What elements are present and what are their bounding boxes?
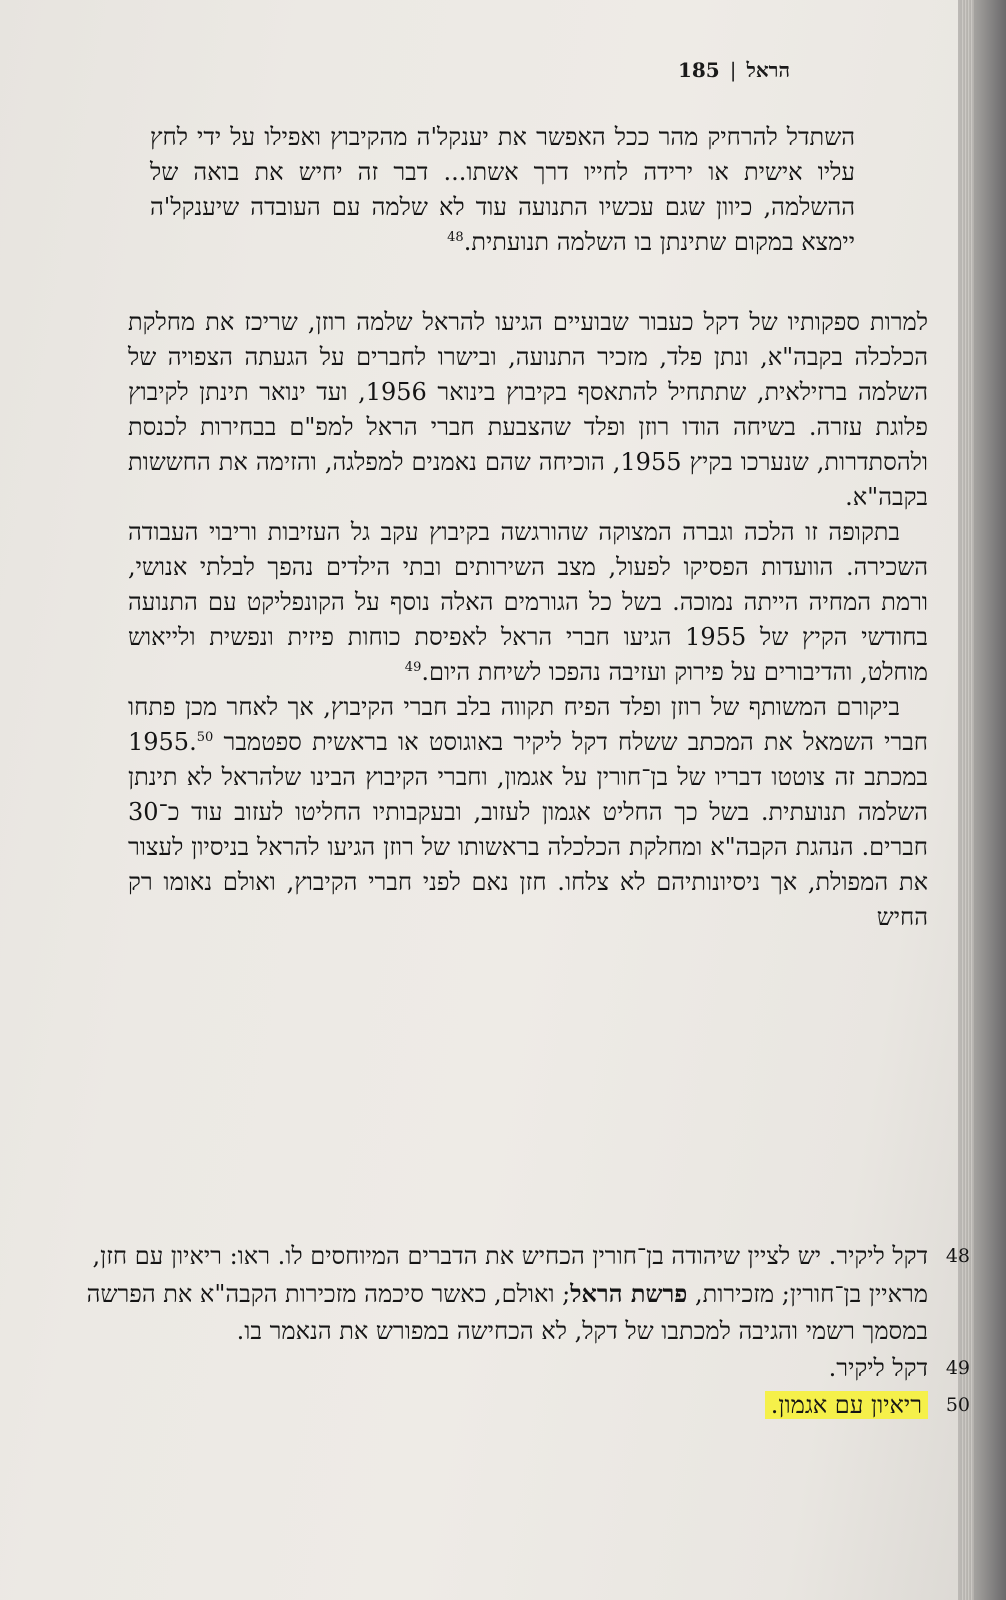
footnote: [70, 1350, 970, 1387]
footnote-number: 48: [945, 1245, 970, 1267]
running-header: [150, 58, 790, 83]
footnote-text: דקל ליקיר. יש לציין שיהודה בן־חורין הכחיש את הדברים המיוחסים לו. ראו: ריאיון עם חזן, מראיין בן־חורין; מזכירות,: [92, 1242, 928, 1308]
quote-paragraph: [150, 120, 855, 260]
highlighted-footnote-text: ריאיון עם אגמון.: [765, 1391, 928, 1419]
footnote-text: דקל ליקיר.: [828, 1354, 928, 1382]
footnotes-section: [70, 1238, 970, 1424]
footnote: [70, 1387, 970, 1424]
paragraph-text: בתקופה זו הלכה וגברה המצוקה שהורגשה בקיבוץ עקב גל העזיבות וריבוי העבודה השכירה. הוועדות הפסיקו לפעול, מצב השירותים ובתי הילדים נהפך לבלתי אנושי, ורמת המחיה הייתה נמוכה. בשל כל הגורמים האלה נוסף על הקונפליקט עם התנועה בחודשי הקיץ של 1955 הגיעו חברי הראל לאפיסת כוחות פיזית ונפשית ולייאוש מוחלט, והדיבורים על פירוק ועזיבה נהפכו לשיחת היום.: [128, 518, 928, 686]
footnote-ref: 48: [447, 230, 464, 245]
body-paragraph: [128, 305, 928, 515]
page-number: 185: [677, 58, 720, 82]
footnote: [70, 1238, 970, 1350]
footnote-number: 50: [945, 1394, 970, 1416]
body-paragraph: [128, 515, 928, 690]
paragraph-text: למרות ספקותיו של דקל כעבור שבועיים הגיעו להראל שלמה רוזן, שריכז את מחלקת הכלכלה בקבה"א, ונתן פלד, מזכיר התנועה, ובישרו לחברים על הגעתה הצפויה של השלמה ברזילאית, שתתחיל להתאסף בקיבוץ בינואר 1956, ועד ינואר תינתן לקיבוץ פלוגת עזרה. בשיחה הודו רוזן ופלד שהצבעת חברי הראל למפ"ם בבחירות לכנסת ולהסתדרות, שנערכו בקיץ 1955, הוכיחה שהם נאמנים למפלגה, והזימה את החששות בקבה"א.: [128, 308, 928, 511]
body-paragraph: [128, 690, 928, 935]
footnote-ref: 50: [196, 730, 214, 745]
block-quote: [150, 120, 855, 260]
footnote-text-continued: ; ואולם, כאשר סיכמה מזכירות הקבה"א את הפרשה במסמך רשמי והגיבה למכתבו של דקל, לא הכחישה במפורש את הנאמר בו.: [86, 1280, 928, 1345]
body-text: [128, 305, 928, 935]
paragraph-text-continued: במכתב זה צוטטו דבריו של בן־חורין על אגמון, וחברי הקיבוץ הבינו שלהראל לא תינתן השלמה תנועתית. בשל כך החליט אגמון לעזוב, ובעקבותיו החליטו לעזוב עוד כ־30 חברים. הנהגת הקבה"א ומחלקת הכלכלה בראשותו של רוזן הגיעו להראל בניסיון לעצור את המפולת, אך ניסיונותיהם לא צלחו. חזן נאם לפני חברי הקיבוץ, ואולם נאומו רק החיש: [128, 763, 928, 931]
paragraph-text: ביקורם המשותף של רוזן ופלד הפיח תקווה בלב חברי הקיבוץ, אך לאחר מכן פתחו חברי השמאל את המכתב ששלח דקל ליקיר באוגוסט או בראשית ספטמבר 1955.: [128, 693, 928, 756]
footnote-bold-title: פרשת הראל: [570, 1279, 688, 1308]
running-title: הראל: [746, 58, 790, 82]
footnote-ref: 49: [404, 660, 422, 675]
footnote-number: 49: [945, 1357, 970, 1379]
quote-text: השתדל להרחיק מהר ככל האפשר את יענקל'ה מהקיבוץ ואפילו על ידי לחץ עליו אישית או ירידה לחייו דרך אשתו... דבר זה יחיש את בואה של ההשלמה, כיוון שגם עכשיו התנועה עוד לא שלמה עם העובדה שיענקל'ה יימצא במקום שתינתן בו השלמה תנועתית.: [150, 123, 855, 256]
header-separator: |: [729, 58, 737, 82]
